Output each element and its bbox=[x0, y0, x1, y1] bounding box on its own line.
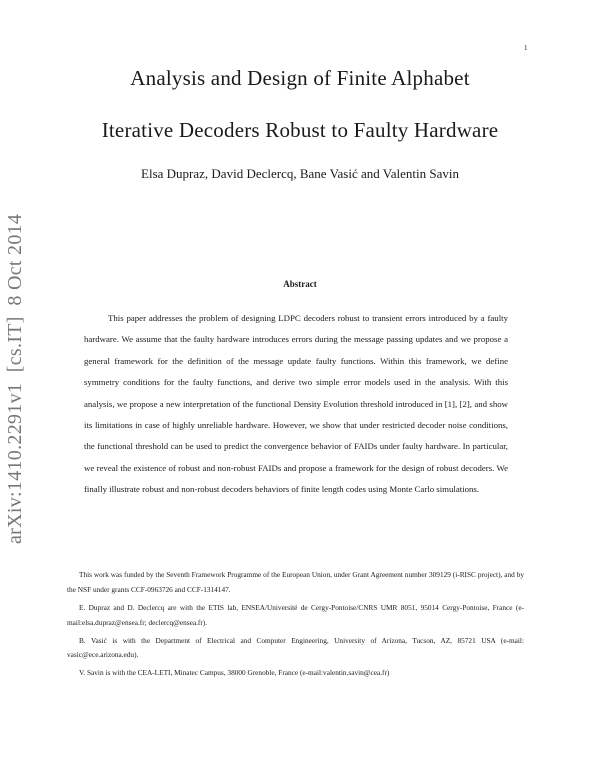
footnote-affiliation-arizona: B. Vasić is with the Department of Electrical and Computer Engineering, University of Arizona, Tucson, AZ, 85721 USA (e-mail: vasic@ece.arizona.edu). bbox=[67, 635, 524, 660]
abstract-body: This paper addresses the problem of designing LDPC decoders robust to transient errors introduced by a faulty hardware. We assume that the faulty hardware introduces errors during the message passing updates and we propose a general framework for the definition of the message update faulty functions. Within this framework, we define symmetry conditions for the faulty functions, and derive two simple error models used in the analysis. With this analysis, we propose a new interpretation of the functional Density Evolution threshold introduced in [1], [2], and show its limitations in case of highly unreliable hardware. However, we show that under restricted decoder noise conditions, the functional threshold can be used to predict the convergence behavior of FAIDs under faulty hardware. In particular, we reveal the existence of robust and non-robust FAIDs and propose a framework for the design of robust decoders. We finally illustrate robust and non-robust decoders behaviors of finite length codes using Monte Carlo simulations. bbox=[84, 313, 508, 495]
page-number: 1 bbox=[524, 44, 528, 52]
paper-title-line-1: Analysis and Design of Finite Alphabet bbox=[130, 66, 470, 90]
abstract-heading: Abstract bbox=[283, 279, 317, 289]
footnote-funding: This work was funded by the Seventh Framework Programme of the European Union, under Grant Agreement number 309129 (i-RISC project), and by the NSF under grants CCF-0963726 and CCF-1314147. bbox=[67, 570, 524, 594]
footnotes bbox=[67, 568, 524, 684]
footnote-affiliation-ensea: E. Dupraz and D. Declercq are with the ETIS lab, ENSEA/Université de Cergy-Pontoise/CNRS UMR 8051, 95014 Cergy-Pontoise, France (e-mail:elsa.dupraz@ensea.fr; declercq@ensea.fr). bbox=[67, 602, 524, 627]
arxiv-identifier-stamp: arXiv:1410.2291v1 [cs.IT] 8 Oct 2014 bbox=[4, 213, 26, 544]
paper-title-line-2: Iterative Decoders Robust to Faulty Hardware bbox=[101, 118, 499, 142]
footnote-affiliation-cea: V. Savin is with the CEA-LETI, Minatec Campus, 38000 Grenoble, France (e-mail:valentin.savin@cea.fr) bbox=[79, 668, 390, 678]
author-list: Elsa Dupraz, David Declercq, Bane Vasić and Valentin Savin bbox=[141, 166, 459, 181]
